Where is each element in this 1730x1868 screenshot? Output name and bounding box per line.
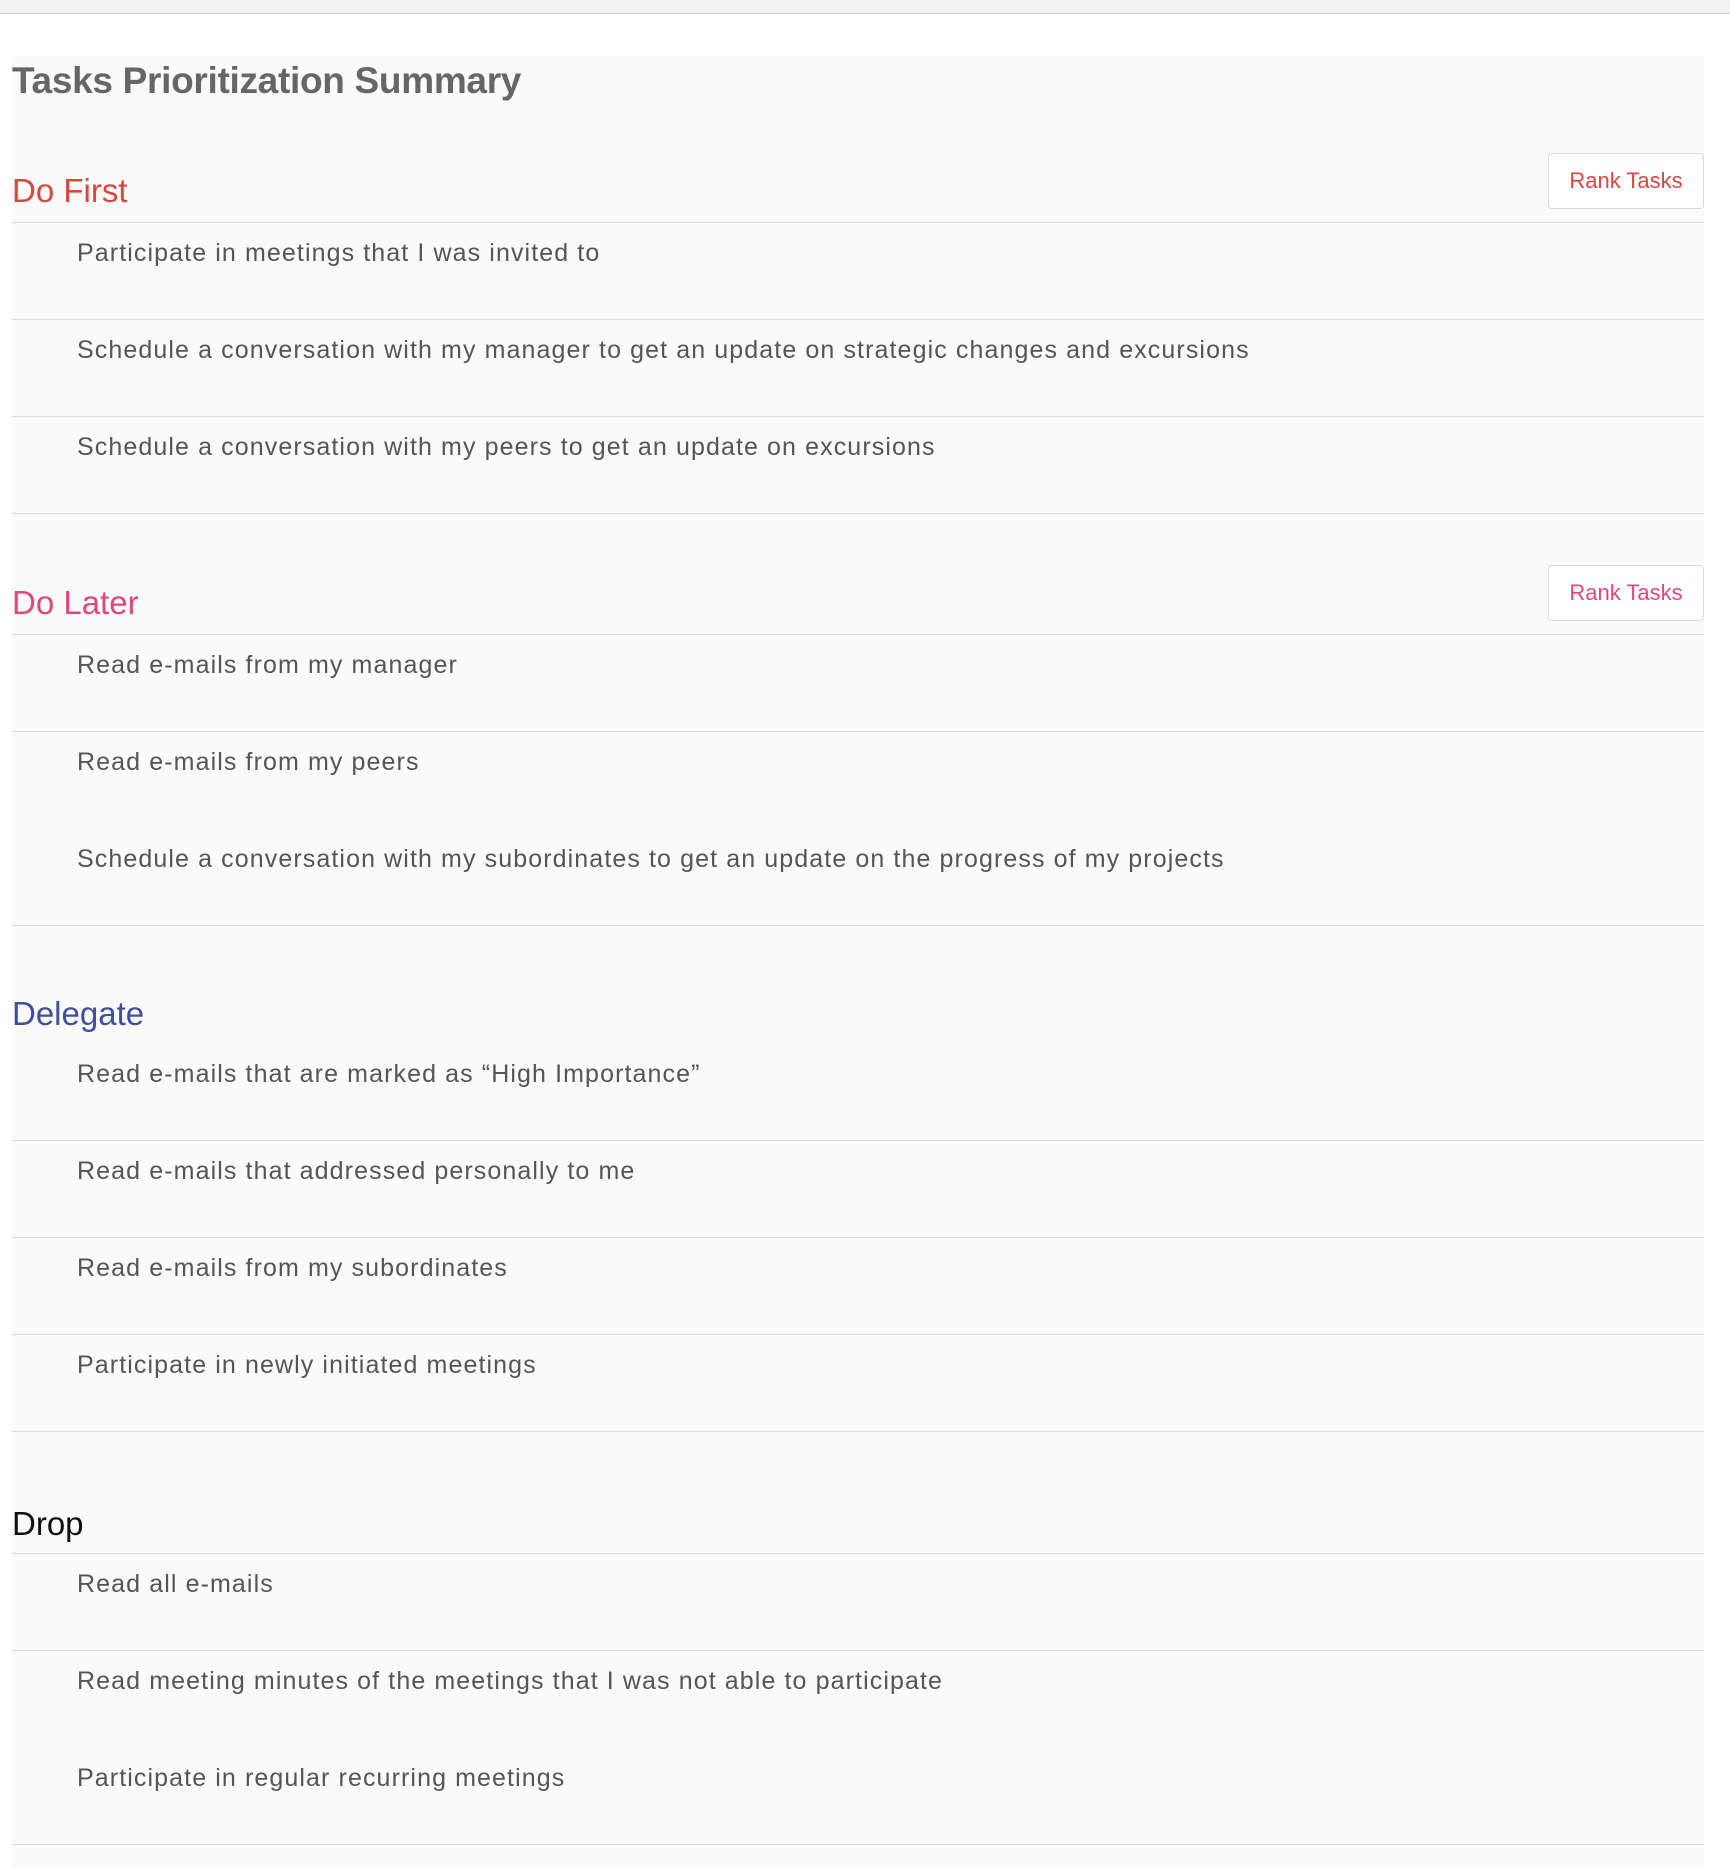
section-title-do-first: Do First bbox=[12, 172, 128, 209]
task-text: Read meeting minutes of the meetings that I was not able to participate bbox=[77, 1667, 944, 1695]
task-text: Schedule a conversation with my peers to get an update on excursions bbox=[77, 433, 936, 461]
section-title-drop: Drop bbox=[12, 1505, 84, 1542]
rank-tasks-button-do-first[interactable]: Rank Tasks bbox=[1548, 153, 1704, 209]
task-list-do-first bbox=[12, 222, 1704, 514]
task-text: Read e-mails from my manager bbox=[77, 651, 458, 679]
task-item bbox=[12, 1748, 1704, 1845]
task-text: Schedule a conversation with my subordinates to get an update on the progress of my projects bbox=[77, 845, 1225, 873]
page-title: Tasks Prioritization Summary bbox=[12, 60, 522, 101]
task-item bbox=[12, 1651, 1704, 1748]
task-item bbox=[12, 635, 1704, 732]
browser-top-bar bbox=[0, 0, 1730, 14]
task-text: Schedule a conversation with my manager to get an update on strategic changes and excursions bbox=[77, 336, 1250, 364]
task-text: Participate in regular recurring meetings bbox=[77, 1764, 566, 1792]
rank-tasks-button-do-later[interactable]: Rank Tasks bbox=[1548, 565, 1704, 621]
task-text: Read e-mails from my subordinates bbox=[77, 1254, 508, 1282]
task-list-delegate bbox=[12, 1044, 1704, 1432]
task-text: Read e-mails that are marked as “High Importance” bbox=[77, 1060, 701, 1088]
task-item bbox=[12, 732, 1704, 829]
task-item bbox=[12, 1554, 1704, 1651]
task-item bbox=[12, 223, 1704, 320]
prioritization-summary-panel bbox=[12, 56, 1704, 1868]
task-list-drop bbox=[12, 1553, 1704, 1845]
task-text: Participate in meetings that I was invited to bbox=[77, 239, 601, 267]
task-item bbox=[12, 1238, 1704, 1335]
task-item bbox=[12, 320, 1704, 417]
task-item bbox=[12, 1044, 1704, 1141]
task-item bbox=[12, 1141, 1704, 1238]
task-text: Participate in newly initiated meetings bbox=[77, 1351, 537, 1379]
task-list-do-later bbox=[12, 634, 1704, 926]
section-title-delegate: Delegate bbox=[12, 995, 145, 1032]
task-text: Read all e-mails bbox=[77, 1570, 274, 1598]
task-text: Read e-mails that addressed personally to me bbox=[77, 1157, 636, 1185]
task-text: Read e-mails from my peers bbox=[77, 748, 420, 776]
task-item bbox=[12, 1335, 1704, 1432]
section-title-do-later: Do Later bbox=[12, 584, 139, 621]
task-item bbox=[12, 417, 1704, 514]
task-item bbox=[12, 829, 1704, 926]
